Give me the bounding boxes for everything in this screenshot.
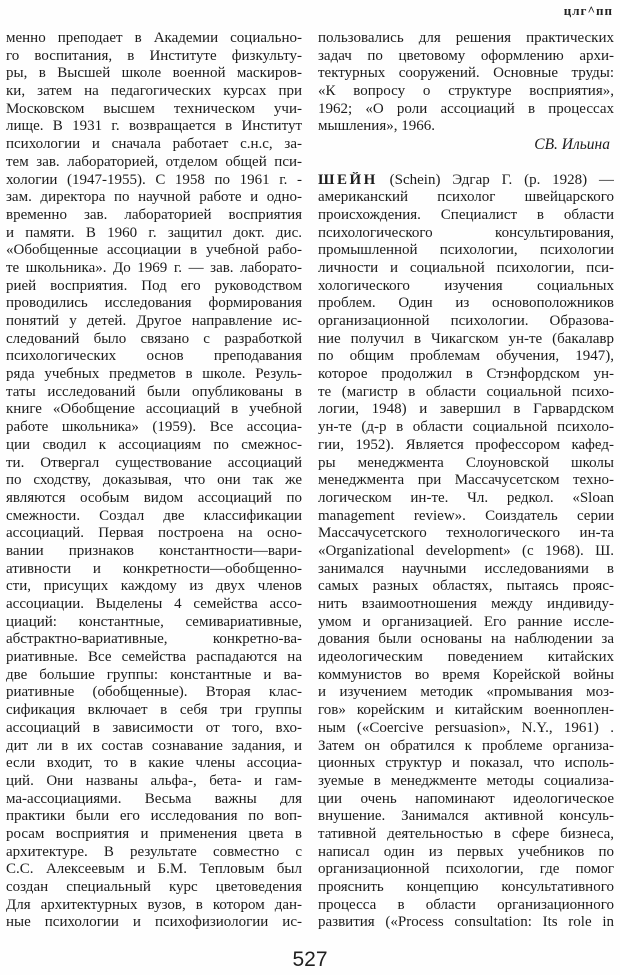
text-line: ры, в Высшей школе военной маскиров-: [6, 65, 302, 82]
entry-head-line: [318, 172, 614, 190]
text-line: книге «Обобщение ассоциаций в учебной: [6, 401, 302, 418]
left-column-lines: [6, 30, 302, 932]
author-signature: СВ. Ильина: [534, 136, 610, 154]
text-line: риативные. Все семейства распадаются на: [6, 649, 302, 666]
text-line: го воспитания, в Институте физкульту-: [6, 47, 302, 64]
text-line: практики были его исследования по воп-: [6, 808, 302, 825]
text-line: и памяти. В 1960 г. защитил докт. дис.: [6, 224, 302, 241]
text-line: сификация включает в себя три группы: [6, 702, 302, 719]
text-line: тативной деятельностью в сфере бизнеса,: [318, 825, 614, 842]
text-line: циаций: константные, семивариативные,: [6, 613, 302, 630]
text-line: психологических основ преподавания: [6, 348, 302, 365]
text-line: происхождения. Специалист в области: [318, 206, 614, 223]
text-line: ры менеджмента Слоуновской школы: [318, 454, 614, 471]
text-line: тектурных сооружений. Основные труды:: [318, 65, 614, 82]
entry-headword: ШЕЙН: [318, 171, 378, 188]
text-line: хологии (1947-1955). С 1958 по 1961 г. -: [6, 171, 302, 188]
text-line: management review». Соиздатель серии: [318, 507, 614, 524]
text-line: те (магистр в области социальной психо-: [318, 383, 614, 400]
running-header: цлг^пп: [563, 3, 613, 18]
text-line: архитектуре. В результате совместно с: [6, 843, 302, 860]
text-line: лище. В 1931 г. возвращается в Институт: [6, 118, 302, 135]
text-line: американский психолог швейцарского: [318, 189, 614, 206]
text-line: организационной психологии, где помог: [318, 861, 614, 878]
text-line: которое продолжил в Стэнфордском ун-: [318, 366, 614, 383]
text-line: таты исследований были опубликованы в: [6, 383, 302, 400]
text-line: зуемые в менеджменте методы социализа-: [318, 772, 614, 789]
text-line: С.С. Алексеевым и Б.М. Тепловым был: [6, 861, 302, 878]
text-line: ции сводил к ассоциациям по смежнос-: [6, 436, 302, 453]
entry-headword-rest: (Schein) Эдгар Г. (р. 1928) —: [389, 171, 614, 188]
text-line: ционных структур и показал, что исполь-: [318, 755, 614, 772]
text-line: Массачусетского технологического ин-та: [318, 525, 614, 542]
text-line: «Organizational development» (с 1968). Ш.: [318, 542, 614, 559]
text-line: если входит, то в какие члены ассоциа-: [6, 755, 302, 772]
text-line: менеджмента при Массачусетском техно-: [318, 472, 614, 489]
text-line: ции очень напоминают идеологическое: [318, 790, 614, 807]
text-line: следований было связано с разработкой: [6, 330, 302, 347]
text-line: сти, присущих каждому из двух членов: [6, 578, 302, 595]
text-line: прояснить концепцию консультативного: [318, 879, 614, 895]
text-line: «К вопросу о структуре восприятия»,: [318, 83, 614, 100]
text-line: хологического изучения социальных: [318, 277, 614, 294]
text-line: личности и социальной психологии, пси-: [318, 259, 614, 276]
text-line: мышления», 1966.: [318, 118, 435, 135]
text-line: временно зав. лабораторией восприятия: [6, 206, 302, 223]
text-line: психологического консультирования,: [318, 224, 614, 241]
text-line: «Обобщенные ассоциации в учебной рабо-: [6, 242, 302, 259]
text-line: ки, затем на педагогических курсах при: [6, 83, 302, 100]
text-line: вании признаков константности—вари-: [6, 542, 302, 559]
text-line: зам. директора по научной работе и одно-: [6, 189, 302, 206]
text-line: понятий у детей. Другое направление ис-: [6, 313, 302, 329]
text-line: задач по цветовому оформлению архи-: [318, 47, 614, 64]
text-line: тем зав. лабораторией, отделом общей пси-: [6, 153, 302, 170]
text-line: по сходству, доказывая, что они так же: [6, 472, 302, 489]
text-line: ций. Они названы альфа-, бета- и гам-: [6, 772, 302, 789]
text-line: занимался научными исследованиями в: [318, 560, 614, 577]
text-line: внушение. Занимался активной консуль-: [318, 808, 614, 825]
text-line: две большие группы: константные и ва-: [6, 666, 302, 683]
text-line: пользовались для решения практических: [318, 30, 614, 46]
text-line: ассоциаций в зависимости от того, вхо-: [6, 719, 302, 736]
text-line: и изучением методик «промывания моз-: [318, 684, 614, 701]
right-column: [318, 30, 614, 932]
text-line: создан специальный курс цветоведения: [6, 879, 302, 895]
text-line: 1962; «О роли ассоциаций в процессах: [318, 100, 614, 117]
text-line: промышленной психологии, психологии: [318, 242, 614, 259]
text-line: нить взаимоотношения между индивиду-: [318, 596, 614, 612]
text-line: развития («Process consultation: Its role in: [318, 914, 614, 931]
text-line: дования были основаны на наблюдении за: [318, 631, 614, 648]
text-line: логическом ин-те. Чл. редкол. «Sloan: [318, 489, 614, 506]
text-line: рией восприятия. Под его руководством: [6, 277, 302, 294]
entry-lines: [318, 189, 614, 932]
text-line: ти. Отвергал существование ассоциаций: [6, 454, 302, 471]
paragraph-continuation: [318, 30, 614, 136]
text-line: ативности и конкретности—обобщенно-: [6, 560, 302, 577]
text-line: логии, 1948) и завершил в Гарвардском: [318, 401, 614, 418]
text-line: Для архитектурных вузов, в котором дан-: [6, 896, 302, 913]
text-line: коммунистов во время Корейской войны: [318, 666, 614, 683]
text-line: гов» корейским и китайским военноплен-: [318, 702, 614, 719]
text-line: умом и организацией. Его ранние иссле-: [318, 613, 614, 630]
text-line: риативные (обобщенные). Вторая клас-: [6, 684, 302, 701]
text-line: Затем он обратился к проблеме организа-: [318, 737, 614, 754]
text-line: работе школьника» (1959). Все ассоциа-: [6, 419, 302, 436]
text-line: самых разных областях, пытаясь прояс-: [318, 578, 614, 595]
text-line: менно преподает в Академии социально-: [6, 30, 302, 46]
page-number: 527: [292, 948, 328, 971]
text-line: проблем. Один из основоположников: [318, 295, 614, 312]
text-line: ма-ассоциациями. Весьма важны для: [6, 790, 302, 807]
text-line: росам восприятия и применения цвета в: [6, 825, 302, 842]
text-line: ун-те (д-р в области социальной психоло-: [318, 419, 614, 436]
text-line: ние получил в Чикагском ун-те (бакалавр: [318, 330, 614, 347]
text-line: смежности. Создал две классификации: [6, 507, 302, 524]
text-line: проводились исследования формирования: [6, 295, 302, 312]
text-line: ряда учебных предметов в школе. Резуль-: [6, 366, 302, 383]
text-line: ные психологии и психофизиологии ис-: [6, 914, 302, 931]
dictionary-entry: [318, 172, 614, 933]
text-line: абстрактно-вариативные, конкретно-ва-: [6, 631, 302, 648]
paragraph-gap: [318, 154, 614, 172]
text-line: ассоциаций. Первая построена на осно-: [6, 525, 302, 542]
text-line: психологии и сначала работает с.н.с, за-: [6, 136, 302, 153]
text-line: написал один из первых учебников по: [318, 843, 614, 860]
text-line: дит ли в их состав сознавание задания, и: [6, 737, 302, 754]
text-line: процесса в области организационного: [318, 896, 614, 913]
text-line: являются особым видом ассоциаций по: [6, 489, 302, 506]
text-line: ассоциации. Выделены 4 семейства ассо-: [6, 596, 302, 612]
text-line: те школьника». До 1969 г. — зав. лаборато-: [6, 259, 302, 276]
text-line: организационной психологии. Образова-: [318, 313, 614, 329]
text-line: ным («Coercive persuasion», N.Y., 1961) .: [318, 719, 614, 736]
left-column: [6, 30, 302, 932]
text-line: по общим проблемам обучения, 1947),: [318, 348, 614, 365]
text-line: Московском высшем техническом учи-: [6, 100, 302, 117]
text-line: идеологическим поведением китайских: [318, 649, 614, 666]
text-line: гии, 1952). Является профессором кафед-: [318, 436, 614, 453]
